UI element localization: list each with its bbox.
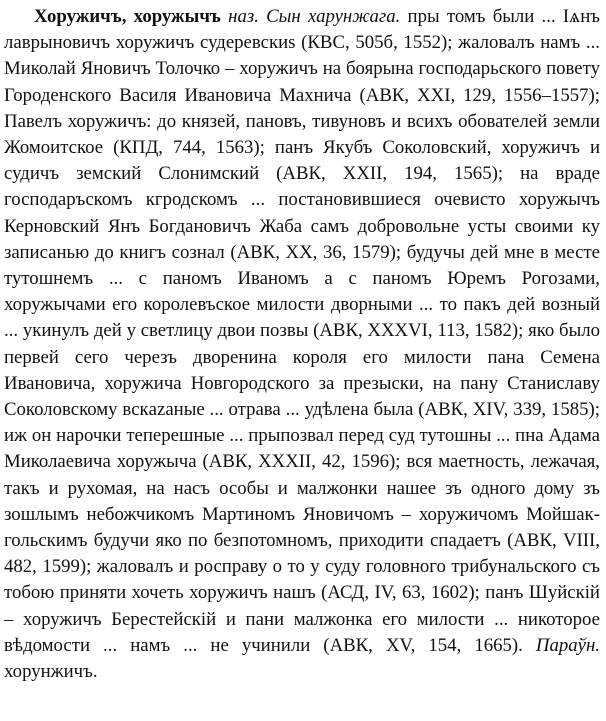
parallel-label: Параўн. bbox=[535, 634, 600, 656]
dictionary-entry bbox=[4, 4, 600, 685]
grammar-label: наз. bbox=[228, 6, 259, 27]
definition: Сын харунжага. bbox=[266, 6, 401, 27]
headword: Хоружичъ, хоружычъ bbox=[34, 6, 221, 27]
dictionary-page bbox=[4, 4, 600, 685]
parallel-word: хорунжичъ. bbox=[4, 661, 98, 683]
citations: пры томъ были ... Іѧнъ лаврыновичъ хоружичъ судеревскиѕ (КВС, 505б, 1552); жаловалъ намъ ... Миколай Яновичъ Толочко – хоружичъ на боярына господарьского повету Городенского Василя Ивановича Махнича (АВК, XXI, 129, 1556–1557); Павелъ хоружичъ: до князей, пановъ, тивуновъ и всихъ обователей земли Жомоитское (КПД, 744, 1563); панъ Якубъ Соколовский, хоружичъ и судичъ земский Слонимский (АВК, XXII, 194, 1565); на враде господаръскомъ кгродскомъ ... постановившиеся очевисто хоружычъ Керновский Янъ Богдановичъ Жаба самъ добровольне усты своими ку записанью до книгъ сознал (АВК, XX, 36, 1579); будучы дей мне в месте тутошнемъ ... с паномъ Иваномъ а с паномъ Юремъ Рогозами, хоружычами его королевъское милости дворными ... то пакъ дей возный ... укинулъ дей у светлицу двои позвы (АВК, XXXVI, 113, 1582); яко было первей сего черезъ дворенина короля его милости пана Семена Ивановича, хоружича Новгородского за презыски, на пану Станиславу Соколовскому вскazаные ... отрава ... удѣлена была (АВК, XIV, 339, 1585); иж он нарочки теперешные ... прыпозвал перед суд тутошны ... пна Адама Миколаевича хоружыча (АВК, XXXII, 42, 1596); вся маетность, лежачая, такъ и рухомая, на насъ особы и малжонки нашее зъ одного дому зъ зошлымъ небожчикомъ Мартиномъ Яновичомъ – хоружичомъ Мойшакгольскимъ будучи яко по безпотомномъ, приходити спадаетъ (АВК, VIII, 482, 1599); жаловалъ и росправу о то у суду головного трибунальского съ тобою приняти хочеть хоружичъ нашъ (АСД, IV, 63, 1602); панъ Шуйскій – хоружичъ Берестейскій и пани малжонка его милости ... никоторое вѣдомости ... намъ ... не учинили (АВК, XV, 154, 1665). bbox=[4, 6, 600, 656]
